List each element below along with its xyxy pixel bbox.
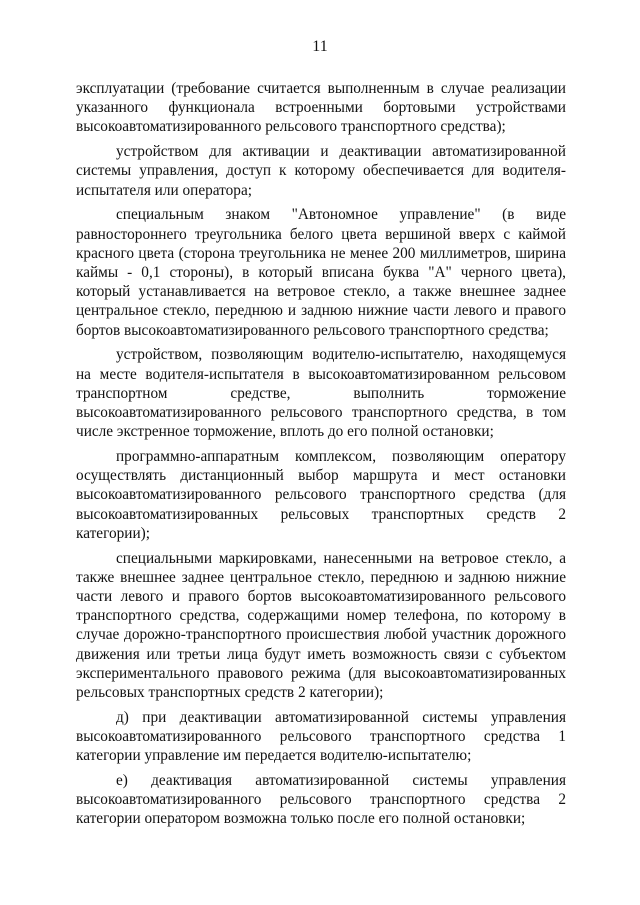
paragraph-braking-device: устройством, позволяющим водителю-испытателю, находящемуся на месте водителя-испытателя в высокоавтоматизированном рельсовом транспортном средстве, выполнить торможение высокоавтоматизированного рельсового транспортного средства, в том числе экстренное торможение, вплоть до его полной остановки;: [76, 346, 566, 441]
body-text: [76, 79, 566, 834]
paragraph-software-complex: программно-аппаратным комплексом, позволяющим оператору осуществлять дистанционный выбор маршрута и мест остановки высокоавтоматизированного рельсового транспортного средства (для высокоавтоматизированных рельсовых транспортных средств 2 категории);: [76, 448, 566, 542]
paragraph-continuation: эксплуатации (требование считается выполненным в случае реализации указанного функционала встроенными бортовыми устройствами высокоавтоматизированного рельсового транспортного средства);: [76, 80, 566, 136]
paragraph-item-d: д) при деактивации автоматизированной системы управления высокоавтоматизированного рельсового транспортного средства 1 категории управление им передается водителю-испытателю;: [76, 708, 566, 765]
paragraph-activation-device: устройством для активации и деактивации автоматизированной системы управления, доступ к которому обеспечивается для водителя-испытателя или оператора;: [76, 143, 566, 199]
paragraph-item-e: е) деактивация автоматизированной системы управления высокоавтоматизированного рельсового транспортного средства 2 категории оператором возможна только после его полной остановки;: [76, 772, 566, 828]
page-number: 11: [312, 38, 328, 55]
paragraph-special-markings: специальными маркировками, нанесенными на ветровое стекло, а также внешнее заднее центральное стекло, переднюю и заднюю нижние части левого и правого бортов высокоавтоматизированного рельсового транспортного средства, содержащими номер телефона, по которому в случае дорожно-транспортного происшествия любой участник дорожного движения или третьи лица будут иметь возможность связи с субъектом экспериментального правового режима (для высокоавтоматизированных рельсовых транспортных средств 2 категории);: [76, 549, 566, 702]
paragraph-autonomous-sign: специальным знаком "Автономное управление" (в виде равностороннего треугольника белого цвета вершиной вверх с каймой красного цвета (сторона треугольника не менее 200 миллиметров, ширина каймы - 0,1 стороны), в который вписана буква "А" черного цвета), который устанавливается на ветровое стекло, а также внешнее заднее центральное стекло, переднюю и заднюю нижние части левого и правого бортов высокоавтоматизированного рельсового транспортного средства;: [76, 206, 566, 339]
